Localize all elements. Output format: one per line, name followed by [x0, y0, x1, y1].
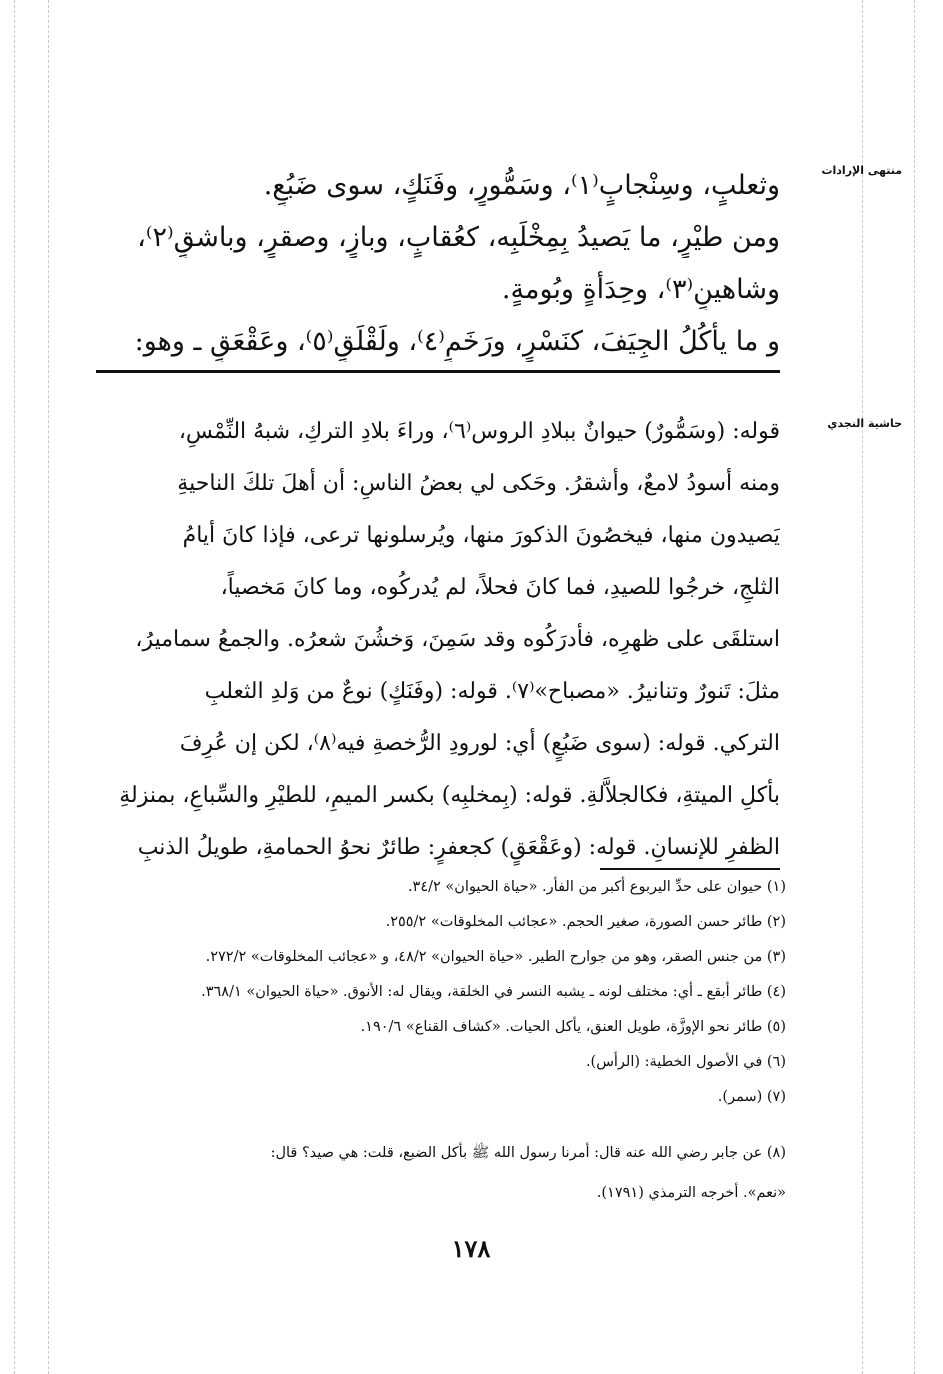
section-divider [96, 370, 780, 373]
footnote: (٣) من جنس الصقر، وهو من جوارح الطير. «حياة الحيوان» ٤٨/٢، و «عجائب المخلوقات» ٢٧٢/٢. [205, 949, 786, 965]
scan-guide-line [48, 0, 49, 1374]
commentary-line: قوله: (وسَمُّورٌ) حيوانٌ ببلادِ الروس⁽٦⁾، وراءَ بلادِ التركِ، شبهُ النِّمْسِ، [178, 419, 780, 444]
main-text-line: ومن طيْرٍ، ما يَصيدُ بِمِخْلَبِه، كعُقابٍ، وبازٍ، وصقرٍ، وباشقٍ⁽٢⁾، [137, 222, 780, 253]
footnote-divider [600, 868, 780, 870]
page-number: ١٧٨ [451, 1234, 491, 1263]
margin-label-hashiya: حاشية النجدي [827, 417, 902, 430]
commentary-line: بأكلِ الميتةِ، فكالجلاَّلةِ. قوله: (بِمخلبِه) بكسر الميمِ، للطيْرِ والسِّباعِ، بمنزلةِ [119, 783, 780, 808]
footnote: (٧) (سمر). [717, 1089, 786, 1105]
scan-guide-line [14, 0, 15, 1374]
commentary-line: مثلَ: تَنورٌ وتنانيرُ. «مصباح»⁽٧⁾. قوله: (وفَنَكٍ) نوعٌ من وَلدِ الثعلبِ [204, 679, 780, 704]
footnote: «نعم». أخرجه الترمذي (١٧٩١). [596, 1185, 786, 1201]
commentary-line: يَصيدون منها، فيخصُونَ الذكورَ منها، ويُرسلونها ترعى، فإذا كانَ أيامُ [182, 523, 780, 548]
footnote: (٨) عن جابر رضي الله عنه قال: أمرنا رسول الله ﷺ بأكل الضبع، قلت: هي صيد؟ قال: [270, 1145, 786, 1161]
commentary-line: التركي. قوله: (سوى ضَبُعٍ) أي: لورودِ الرُّخصةِ فيه⁽٨⁾، لكن إن عُرِفَ [179, 731, 780, 756]
margin-label-matn: منتهى الإرادات [821, 164, 902, 177]
commentary-line: ومنه أسودُ لامعٌ، وأشقرُ. وحَكى لي بعضُ الناسِ: أن أهلَ تلكَ الناحيةِ [177, 471, 780, 496]
footnote: (٢) طائر حسن الصورة، صغير الحجم. «عجائب المخلوقات» ٢٥٥/٢. [385, 914, 786, 930]
main-text-line: وشاهينٍ⁽٣⁾، وحِدَأَةٍ وبُومةٍ. [501, 274, 780, 305]
footnote: (٤) طائر أبقع ـ أي: مختلف لونه ـ يشبه النسر في الخلقة، ويقال له: الأنوق. «حياة الحيوان» ٣٦٨/١. [201, 984, 786, 1000]
footnote: (١) حيوان على حدِّ اليربوع أكبر من الفأر. «حياة الحيوان» ٣٤/٢. [407, 879, 786, 895]
main-text-line: وثعلبٍ، وسِنْجابٍ⁽١⁾، وسَمُّورٍ، وفَنَكٍ، سوى ضَبُعٍ. [263, 170, 780, 201]
commentary-line: الثلجِ، خرجُوا للصيدِ، فما كانَ فحلاً، لم يُدركُوه، وما كانَ مَخصياً، [220, 575, 780, 600]
main-text-line: و ما يأكُلُ الجِيَفَ، كنَسْرٍ، ورَخَمٍ⁽٤⁾، ولَقْلَقٍ⁽٥⁾، وعَقْعَقٍ ـ وهو: [134, 326, 780, 357]
scan-guide-line [914, 0, 915, 1374]
footnote: (٦) في الأصول الخطية: (الرأس). [585, 1054, 786, 1070]
commentary-line: الظفرِ للإنسانِ. قوله: (وعَقْعَقٍ) كجعفرٍ: طائرٌ نحوُ الحمامةِ، طويلُ الذنبِ [137, 835, 780, 860]
footnote: (٥) طائر نحو الإوزَّة، طويل العنق، يأكل الحيات. «كشاف القناع» ١٩٠/٦. [360, 1019, 786, 1035]
scan-guide-line [862, 0, 863, 1374]
commentary-line: استلقَى على ظهرِه، فأدرَكُوه وقد سَمِنَ، وَخشُنَ شعرُه. والجمعُ سماميرُ، [135, 627, 780, 652]
